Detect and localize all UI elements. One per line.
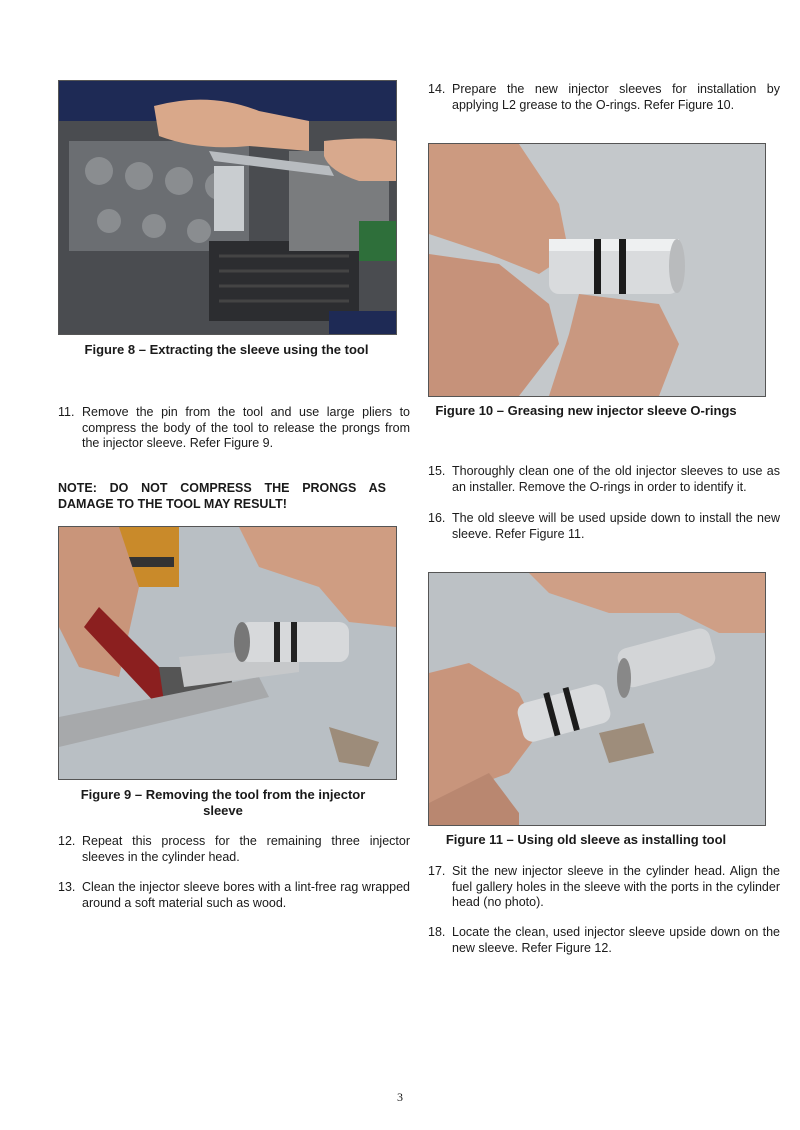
figure-11-caption: Figure 11 – Using old sleeve as installing tool (445, 832, 727, 847)
step-18-text: Locate the clean, used injector sleeve upside down on the new sleeve. Refer Figure 12. (452, 925, 780, 955)
step-12-text: Repeat this process for the remaining three injector sleeves in the cylinder head. (82, 834, 410, 864)
step-17 (428, 864, 780, 911)
step-18 (428, 925, 780, 956)
step-13-number: 13. (58, 880, 76, 894)
step-15 (428, 464, 780, 495)
step-16-number: 16. (428, 511, 446, 525)
step-11-text: Remove the pin from the tool and use large pliers to compress the body of the tool to release the prongs from the injector sleeve. Refer Figure 9. (82, 405, 410, 450)
figure-8-caption: Figure 8 – Extracting the sleeve using the tool (84, 342, 369, 357)
figure-11-photo (428, 572, 766, 826)
step-13-text: Clean the injector sleeve bores with a lint-free rag wrapped around a soft material such as wood. (82, 880, 410, 910)
step-15-number: 15. (428, 464, 446, 478)
step-14 (428, 82, 780, 113)
step-16 (428, 511, 780, 542)
step-14-number: 14. (428, 82, 446, 96)
figure-9-photo (58, 526, 397, 780)
step-18-number: 18. (428, 925, 446, 939)
step-12-number: 12. (58, 834, 76, 848)
step-14-text: Prepare the new injector sleeves for installation by applying L2 grease to the O-rings. Refer Figure 10. (452, 82, 780, 112)
step-15-text: Thoroughly clean one of the old injector sleeves to use as an installer. Remove the O-rings in order to identify it. (452, 464, 780, 494)
step-16-text: The old sleeve will be used upside down to install the new sleeve. Refer Figure 11. (452, 511, 780, 541)
figure-10-caption: Figure 10 – Greasing new injector sleeve O-rings (435, 403, 737, 418)
step-17-text: Sit the new injector sleeve in the cylinder head. Align the fuel gallery holes in the sleeve with the ports in the cylinder head (no photo). (452, 864, 780, 909)
figure-9-caption: Figure 9 – Removing the tool from the injector sleeve (80, 787, 366, 818)
warning-note: NOTE: DO NOT COMPRESS THE PRONGS AS DAMAGE TO THE TOOL MAY RESULT! (58, 481, 386, 511)
step-11-number: 11. (58, 405, 75, 419)
step-17-number: 17. (428, 864, 446, 878)
figure-10-photo (428, 143, 766, 397)
step-12 (58, 834, 410, 865)
step-11 (58, 405, 410, 452)
figure-8-photo (58, 80, 397, 335)
page-number: 3 (397, 1090, 403, 1104)
step-13 (58, 880, 410, 911)
